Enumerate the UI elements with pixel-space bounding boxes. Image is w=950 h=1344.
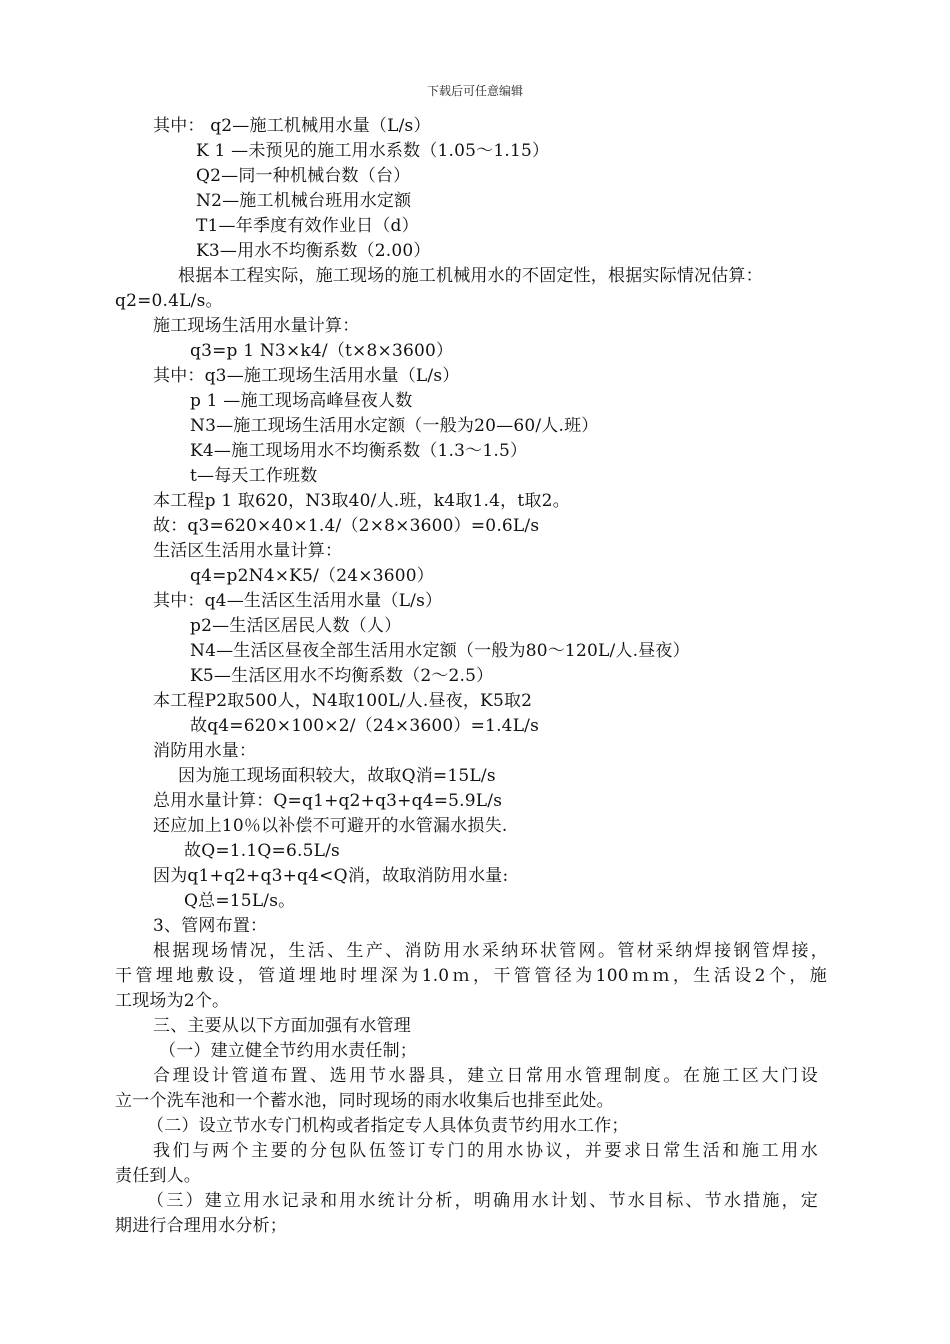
text-line: 其中：q4—生活区生活用水量（L/s）: [153, 591, 443, 611]
text-line: 因为q1+q2+q3+q4<Q消，故取消防用水量:: [153, 866, 509, 886]
text-line: p2—生活区居民人数（人）: [190, 616, 402, 636]
text-line: 施工现场生活用水量计算：: [153, 316, 360, 336]
text-line: K3—用水不均衡系数（2.00）: [196, 241, 431, 261]
text-line: p 1 —施工现场高峰昼夜人数: [190, 391, 413, 411]
text-line: 消防用水量：: [153, 741, 257, 761]
subsection-heading: （三）建立用水记录和用水统计分析，明确用水计划、节水目标、节水措施，定: [147, 1191, 818, 1211]
formula-line: 总用水量计算：Q=q1+q2+q3+q4=5.9L/s: [153, 791, 503, 811]
section-heading: 三、主要从以下方面加强有水管理: [153, 1016, 411, 1036]
paragraph-line: 责任到人。: [115, 1166, 201, 1186]
paragraph-line: 我们与两个主要的分包队伍签订专门的用水协议，并要求日常生活和施工用水: [153, 1141, 818, 1161]
text-line: 本工程P2取500人，N4取100L/人.昼夜，K5取2: [153, 691, 533, 711]
text-line: T1—年季度有效作业日（d）: [196, 216, 419, 236]
section-heading: 3、管网布置：: [153, 916, 268, 936]
text-line: 生活区生活用水量计算：: [153, 541, 343, 561]
text-line: N4—生活区昼夜全部生活用水定额（一般为80～120L/人.昼夜）: [190, 641, 690, 661]
text-line: 其中：q3—施工现场生活用水量（L/s）: [153, 366, 460, 386]
text-line: Q2—同一种机械台数（台）: [196, 166, 411, 186]
paragraph-line: 期进行合理用水分析；: [115, 1216, 287, 1236]
text-line: q2=0.4L/s。: [115, 291, 223, 311]
formula-line: 故Q=1.1Q=6.5L/s: [184, 841, 340, 861]
paragraph-line: 工现场为2个。: [115, 991, 230, 1011]
text-line: K 1 —未预见的施工用水系数（1.05～1.15）: [196, 141, 550, 161]
text-line: 因为施工现场面积较大，故取Q消=15L/s: [178, 766, 496, 786]
formula-line: 故：q3=620×40×1.4/（2×8×3600）=0.6L/s: [153, 516, 540, 536]
formula-line: q3=p 1 N3×k4/（t×8×3600）: [190, 341, 454, 361]
formula-line: q4=p2N4×K5/（24×3600）: [190, 566, 434, 586]
text-line: 本工程p 1 取620，N3取40/人.班，k4取1.4，t取2。: [153, 491, 570, 511]
paragraph-line: 合理设计管道布置、选用节水器具，建立日常用水管理制度。在施工区大门设: [153, 1066, 818, 1086]
text-line: K5—生活区用水不均衡系数（2～2.5）: [190, 666, 494, 686]
text-line: N3—施工现场生活用水定额（一般为20—60/人.班）: [190, 416, 599, 436]
paragraph-line: 根据现场情况，生活、生产、消防用水采纳环状管网。管材采纳焊接钢管焊接，: [153, 941, 828, 961]
subsection-heading: （一）建立健全节约用水责任制；: [159, 1041, 417, 1061]
formula-line: Q总=15L/s。: [184, 891, 296, 911]
subsection-heading: （二）设立节水专门机构或者指定专人具体负责节约用水工作；: [147, 1116, 629, 1136]
text-line: N2—施工机械台班用水定额: [196, 191, 412, 211]
text-line: 其中： q2—施工机械用水量（L/s）: [153, 116, 431, 136]
text-line: t—每天工作班数: [190, 466, 318, 486]
text-line: 还应加上10％以补偿不可避开的水管漏水损失.: [153, 816, 508, 836]
text-line: K4—施工现场用水不均衡系数（1.3～1.5）: [190, 441, 528, 461]
formula-line: 故q4=620×100×2/（24×3600）=1.4L/s: [190, 716, 540, 736]
paragraph-line: 干管埋地敷设，管道埋地时埋深为1.0ｍ，干管管径为100ｍｍ，生活设2个，施: [115, 966, 827, 986]
page-header: 下载后可任意编辑: [426, 84, 523, 98]
text-line: 根据本工程实际，施工现场的施工机械用水的不固定性，根据实际情况估算：: [178, 266, 763, 286]
paragraph-line: 立一个洗车池和一个蓄水池，同时现场的雨水收集后也排至此处。: [115, 1091, 614, 1111]
